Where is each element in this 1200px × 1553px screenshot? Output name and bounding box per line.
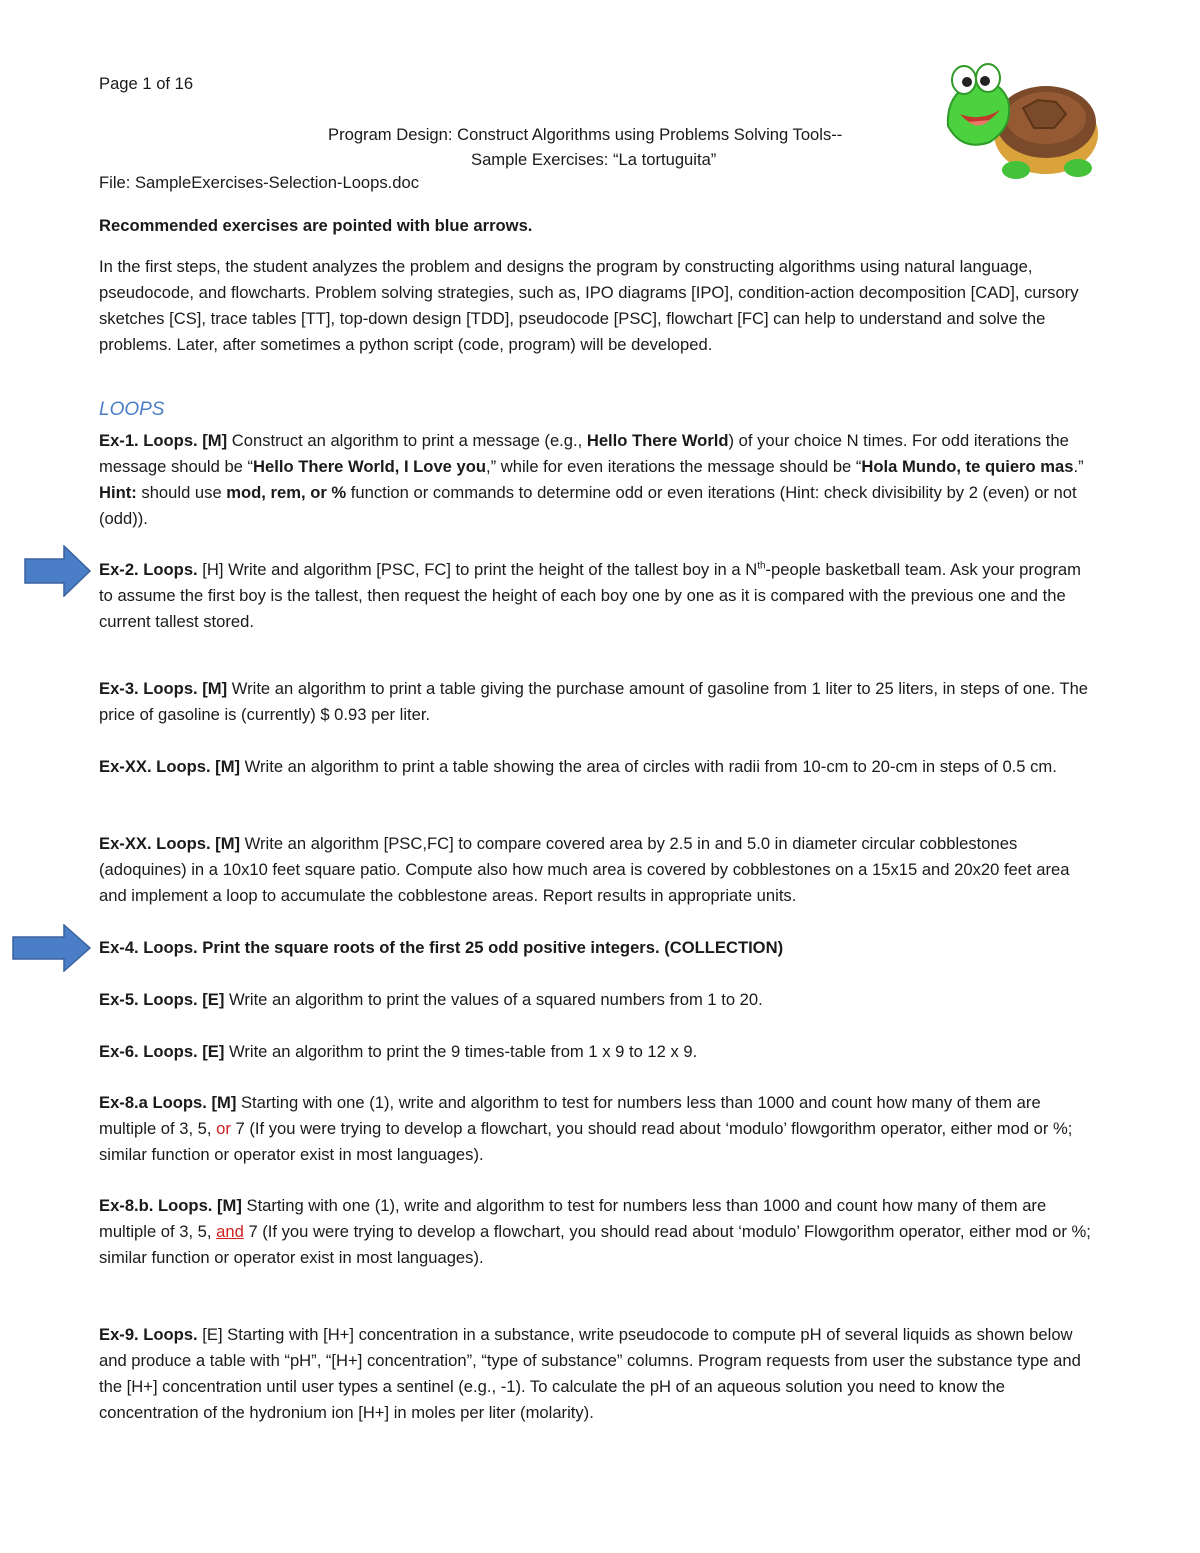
exercise-1-text-3: ,” while for even iterations the message should be “ <box>486 457 862 476</box>
exercise-1-text-4: .” <box>1073 457 1084 476</box>
exercise-8b <box>99 1193 1099 1271</box>
arrow-right-icon <box>12 924 92 972</box>
exercise-5-label: Ex-5. Loops. [E] <box>99 990 225 1009</box>
exercise-8a-text-2: 7 (If you were trying to develop a flowchart, you should read about ‘modulo’ flowgorithm operator, either mod or %; similar function or operator exist in most languages). <box>99 1119 1073 1164</box>
turtle-icon <box>928 56 1108 186</box>
exercise-1-bold-4: Hint: <box>99 483 137 502</box>
exercise-8b-label: Ex-8.b. Loops. [M] <box>99 1196 242 1215</box>
exercise-8b-text: Starting with one (1), write and algorithm to test for numbers less than 1000 and count how many of them are multiple of 3, 5, <box>99 1196 1047 1241</box>
exercise-1-label: Ex-1. Loops. [M] <box>99 431 228 450</box>
exercise-9-label: Ex-9. Loops. <box>99 1325 198 1344</box>
doc-title-line1: Program Design: Construct Algorithms using Problems Solving Tools-- <box>328 125 843 144</box>
exercise-3 <box>99 676 1099 728</box>
exercise-5-text: Write an algorithm to print the values of a squared numbers from 1 to 20. <box>224 990 763 1009</box>
exercise-1-text-5: should use <box>136 483 227 502</box>
exercise-1-text: Construct an algorithm to print a message (e.g., <box>227 431 587 450</box>
exercise-1-bold-1: Hello There World <box>586 431 729 450</box>
exercise-1-text-6: function or commands to determine odd or even iterations (Hint: check divisibility by 2 (even) or not (odd)). <box>99 483 1077 528</box>
exercise-2-label: Ex-2. Loops. <box>99 560 198 579</box>
exercise-5 <box>99 987 1099 1013</box>
exercise-xx-cobblestones-text: Write an algorithm [PSC,FC] to compare covered area by 2.5 in and 5.0 in diameter circular cobblestones (adoquines) in a 10x10 feet square patio. Compute also how much area is covered by cobblestones on a 15x15 and 20x20 feet area and implement a loop to accumulate the cobblestone areas. Report results in appropriate units. <box>99 834 1070 905</box>
intro-paragraph: In the first steps, the student analyzes the problem and designs the program by constructing algorithms using natural language, pseudocode, and flowcharts. Problem solving strategies, such as, IPO diagrams [IPO], condition-action decomposition [CAD], cursory sketches [CS], trace tables [TT], top-down design [TDD], pseudocode [PSC], flowchart [FC] can help to understand and solve the problems. Later, after sometimes a python script (code, program) will be developed. <box>99 257 1079 354</box>
exercise-xx-circles-label: Ex-XX. Loops. [M] <box>99 757 241 776</box>
exercise-xx-cobblestones-label: Ex-XX. Loops. [M] <box>99 834 241 853</box>
exercise-2-sup: th <box>757 560 766 572</box>
exercise-9-text: [E] Starting with [H+] concentration in a substance, write pseudocode to compute pH of several liquids as shown below and produce a table with “pH”, “[H+] concentration”, “type of substance” columns. Program requests from user the substance type and the [H+] concentration until user types a sentinel (e.g., -1). To calculate the pH of an aqueous solution you need to know the concentration of the hydronium ion [H+] in moles per liter (molarity). <box>99 1325 1081 1422</box>
exercise-1-bold-5: mod, rem, or % <box>226 483 347 502</box>
exercise-xx-circles <box>99 754 1099 780</box>
page-number: Page 1 of 16 <box>99 74 194 93</box>
file-label: File: SampleExercises-Selection-Loops.doc <box>99 173 420 192</box>
exercise-6 <box>99 1039 1099 1065</box>
exercise-4: Ex-4. Loops. Print the square roots of the first 25 odd positive integers. (COLLECTION) <box>99 938 784 957</box>
exercise-2-text-2: -people basketball team. Ask your program to assume the first boy is the tallest, then request the height of each boy one by one as it is compared with the previous one and the current tallest stored. <box>99 560 1081 631</box>
exercise-2 <box>99 557 1099 635</box>
exercise-6-text: Write an algorithm to print the 9 times-table from 1 x 9 to 12 x 9. <box>224 1042 698 1061</box>
exercise-8b-highlight: and <box>216 1222 244 1241</box>
section-title-loops: LOOPS <box>99 399 165 420</box>
exercise-6-label: Ex-6. Loops. [E] <box>99 1042 225 1061</box>
exercise-8a-text: Starting with one (1), write and algorithm to test for numbers less than 1000 and count how many of them are multiple of 3, 5, <box>99 1093 1041 1138</box>
exercise-3-text: Write an algorithm to print a table giving the purchase amount of gasoline from 1 liter to 25 liters, in steps of one. The price of gasoline is (currently) $ 0.93 per liter. <box>99 679 1089 724</box>
exercise-xx-circles-text: Write an algorithm to print a table showing the area of circles with radii from 10-cm to 20-cm in steps of 0.5 cm. <box>240 757 1057 776</box>
exercise-2-text: [H] Write and algorithm [PSC, FC] to print the height of the tallest boy in a N <box>197 560 758 579</box>
exercise-1 <box>99 428 1099 532</box>
exercise-8a-highlight: or <box>216 1119 231 1138</box>
exercise-8b-text-2: 7 (If you were trying to develop a flowchart, you should read about ‘modulo’ Flowgorithm operator, either mod or %; similar function or operator exist in most languages). <box>99 1222 1091 1267</box>
exercise-1-bold-2: Hello There World, I Love you <box>253 457 487 476</box>
exercise-8a-label: Ex-8.a Loops. [M] <box>99 1093 237 1112</box>
exercise-1-bold-3: Hola Mundo, te quiero mas <box>861 457 1074 476</box>
arrow-right-icon <box>24 545 92 597</box>
doc-title-line2: Sample Exercises: “La tortuguita” <box>471 150 717 169</box>
exercise-8a <box>99 1090 1099 1168</box>
exercise-xx-cobblestones <box>99 831 1099 909</box>
recommended-note: Recommended exercises are pointed with blue arrows. <box>99 216 533 235</box>
exercise-1-text-2: ) of your choice N times. For odd iterations the message should be “ <box>99 431 1069 476</box>
exercise-9 <box>99 1322 1099 1426</box>
exercise-3-label: Ex-3. Loops. [M] <box>99 679 228 698</box>
